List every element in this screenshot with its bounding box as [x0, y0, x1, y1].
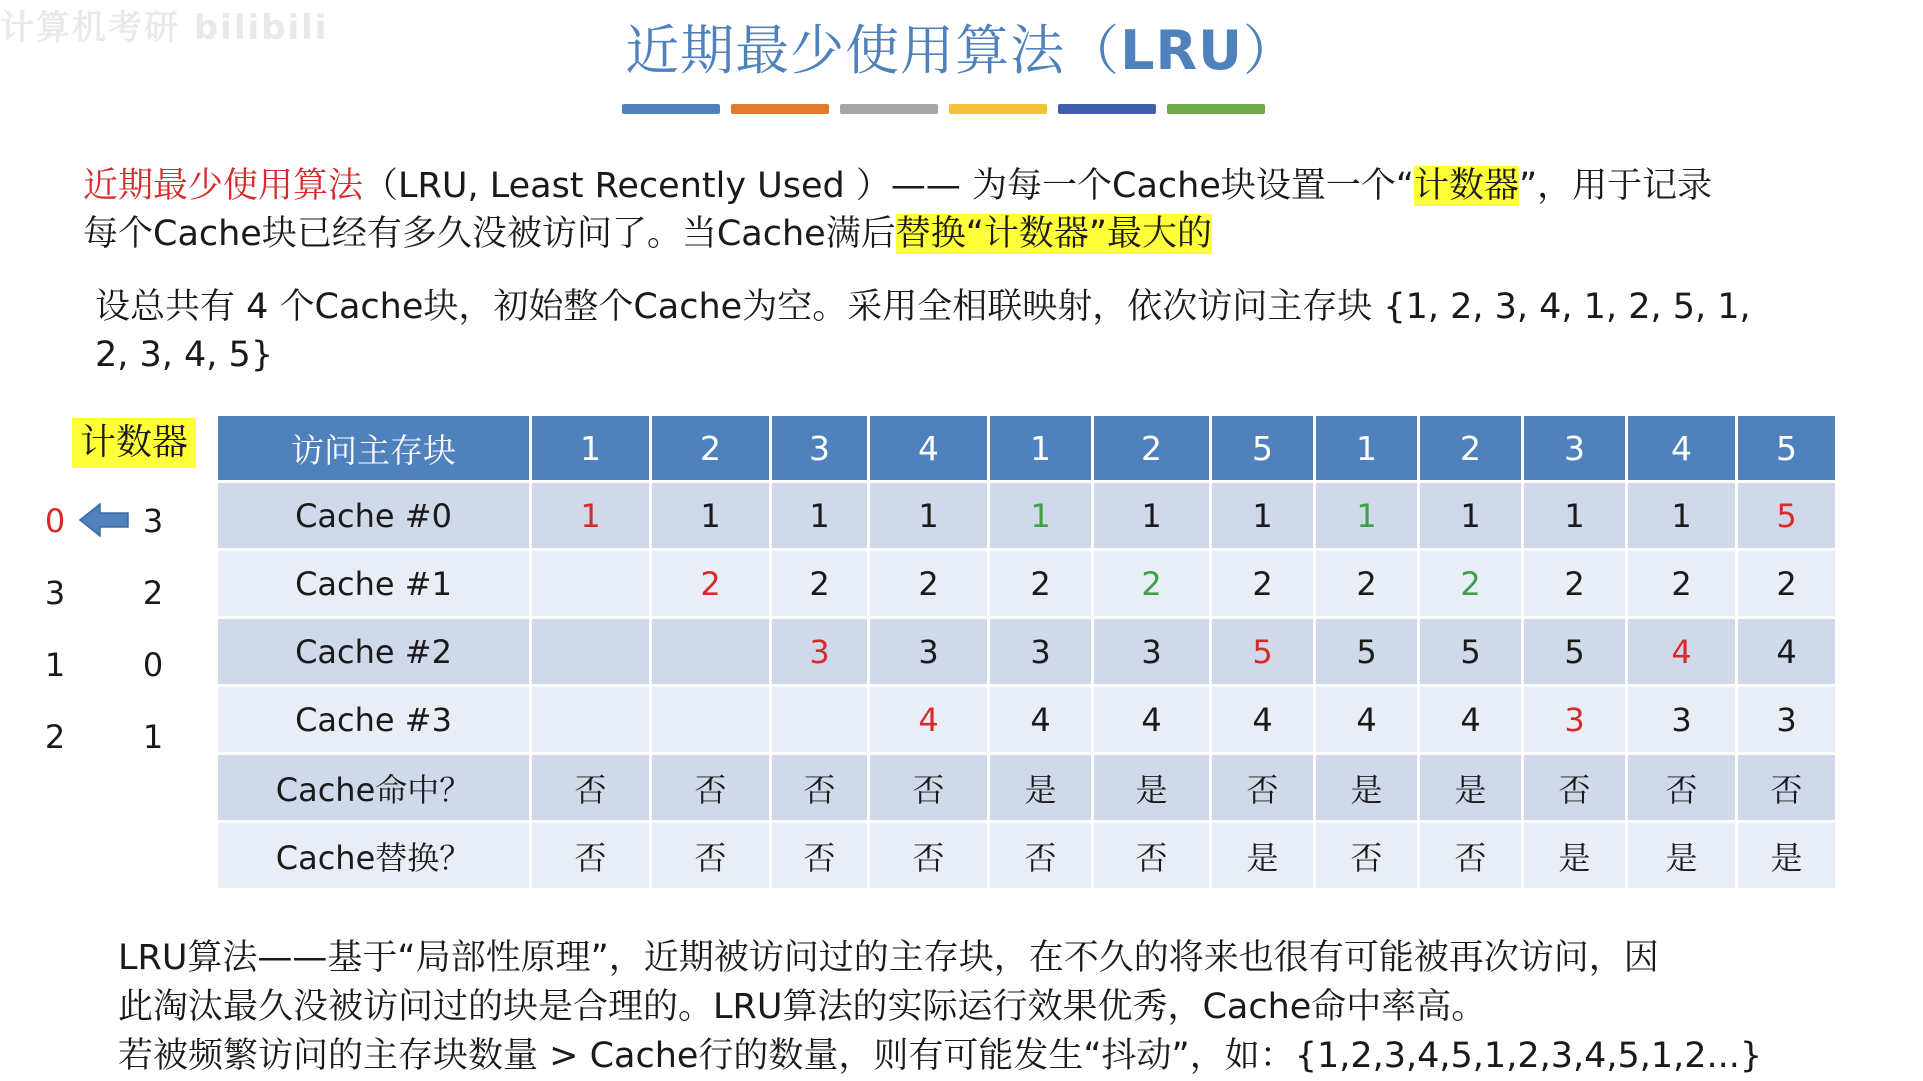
access-block-header: 1 — [989, 415, 1093, 482]
table-cell: 3 — [1093, 618, 1211, 686]
table-cell: 4 — [1093, 686, 1211, 754]
counter-right-1: 2 — [142, 574, 164, 612]
table-cell: 是 — [1419, 754, 1523, 822]
title-underline-bars — [622, 104, 1265, 114]
table-cell: 2 — [1211, 550, 1315, 618]
table-cell: 是 — [1737, 822, 1837, 890]
replace-highlight: 替换“计数器”最大的 — [895, 214, 1212, 254]
table-cell: 3 — [1737, 686, 1837, 754]
table-cell: 否 — [1419, 822, 1523, 890]
color-bar — [731, 104, 829, 114]
table-cell: 3 — [1627, 686, 1737, 754]
access-block-header: 3 — [771, 415, 869, 482]
summary-line-1: LRU算法——基于“局部性原理”，近期被访问过的主存块，在不久的将来也很有可能被再次访问，因 — [118, 938, 1659, 978]
row-label: Cache #1 — [217, 550, 531, 618]
access-block-header: 2 — [1093, 415, 1211, 482]
definition-text-1: （LRU, Least Recently Used ）—— 为每一个Cache块设置一个“ — [363, 166, 1415, 206]
table-cell: 否 — [1627, 754, 1737, 822]
counter-left-1: 3 — [44, 574, 66, 612]
row-label: Cache #3 — [217, 686, 531, 754]
table-cell: 1 — [989, 482, 1093, 550]
access-block-header: 4 — [869, 415, 989, 482]
table-cell — [651, 686, 771, 754]
table-cell: 3 — [989, 618, 1093, 686]
table-cell: 否 — [869, 822, 989, 890]
row-label: Cache替换？ — [217, 822, 531, 890]
table-cell: 2 — [1737, 550, 1837, 618]
table-cell: 5 — [1211, 618, 1315, 686]
counter-left-0: 0 — [44, 502, 66, 540]
table-cell: 否 — [869, 754, 989, 822]
table-row — [217, 550, 1837, 618]
table-row — [217, 482, 1837, 550]
table-cell: 否 — [1523, 754, 1627, 822]
color-bar — [1167, 104, 1265, 114]
table-row — [217, 754, 1837, 822]
table-cell: 2 — [1523, 550, 1627, 618]
table-cell: 1 — [869, 482, 989, 550]
table-cell: 否 — [1315, 822, 1419, 890]
table-cell: 1 — [771, 482, 869, 550]
table-row — [217, 686, 1837, 754]
table-cell: 1 — [531, 482, 651, 550]
table-cell: 5 — [1523, 618, 1627, 686]
table-cell — [771, 686, 869, 754]
color-bar — [840, 104, 938, 114]
access-block-header: 3 — [1523, 415, 1627, 482]
summary-line-3: 若被频繁访问的主存块数量 > Cache行的数量，则有可能发生“抖动”，如：{1,2,3,4,5,1,2,3,4,5,1,2...} — [118, 1036, 1763, 1076]
table-cell: 否 — [771, 754, 869, 822]
table-cell — [531, 686, 651, 754]
title-end: ） — [1242, 19, 1298, 82]
counter-label: 计数器 — [72, 418, 196, 468]
summary-paragraph — [118, 934, 1762, 1081]
access-block-header: 5 — [1211, 415, 1315, 482]
table-cell: 是 — [1093, 754, 1211, 822]
lru-table — [215, 413, 1838, 891]
row-label: Cache命中？ — [217, 754, 531, 822]
table-cell: 2 — [651, 550, 771, 618]
table-cell — [531, 618, 651, 686]
table-cell: 否 — [771, 822, 869, 890]
table-cell: 2 — [1627, 550, 1737, 618]
table-cell: 4 — [1315, 686, 1419, 754]
table-cell: 5 — [1737, 482, 1837, 550]
table-cell: 否 — [1737, 754, 1837, 822]
table-cell: 1 — [1419, 482, 1523, 550]
table-cell: 是 — [1523, 822, 1627, 890]
table-header-row — [217, 415, 1837, 482]
row-label: Cache #0 — [217, 482, 531, 550]
table-cell: 否 — [651, 822, 771, 890]
table-cell: 是 — [1211, 822, 1315, 890]
table-cell: 2 — [1419, 550, 1523, 618]
table-cell: 4 — [869, 686, 989, 754]
table-cell: 否 — [651, 754, 771, 822]
definition-line-2 — [83, 210, 1712, 258]
table-cell: 2 — [989, 550, 1093, 618]
table-cell: 否 — [531, 822, 651, 890]
setup-line-1: 设总共有 4 个Cache块，初始整个Cache为空。采用全相联映射，依次访问主存块 {1, 2, 3, 4, 1, 2, 5, 1, — [95, 287, 1751, 327]
table-cell: 5 — [1315, 618, 1419, 686]
counter-right-3: 1 — [142, 718, 164, 756]
watermark: 计算机考研 bilibili — [0, 8, 329, 48]
table-cell: 是 — [1627, 822, 1737, 890]
table-cell: 2 — [869, 550, 989, 618]
access-block-header: 1 — [531, 415, 651, 482]
definition-text-3: 每个Cache块已经有多久没被访问了。当Cache满后 — [83, 214, 896, 254]
access-block-header: 5 — [1737, 415, 1837, 482]
counter-right-2: 0 — [142, 646, 164, 684]
header-label: 访问主存块 — [217, 415, 531, 482]
color-bar — [622, 104, 720, 114]
row-label: Cache #2 — [217, 618, 531, 686]
title-cn: 近期最少使用算法（ — [625, 19, 1121, 82]
color-bar — [949, 104, 1047, 114]
summary-line-2: 此淘汰最久没被访问过的块是合理的。LRU算法的实际运行效果优秀，Cache命中率高。 — [118, 987, 1487, 1027]
table-cell: 2 — [1093, 550, 1211, 618]
page-title — [0, 8, 1923, 85]
table-cell: 5 — [1419, 618, 1523, 686]
table-cell — [651, 618, 771, 686]
table-cell: 2 — [1315, 550, 1419, 618]
table-cell — [531, 550, 651, 618]
color-bar — [1058, 104, 1156, 114]
table-cell: 是 — [989, 754, 1093, 822]
access-block-header: 2 — [1419, 415, 1523, 482]
table-cell: 1 — [1627, 482, 1737, 550]
title-latin: LRU — [1120, 19, 1243, 82]
table-cell: 1 — [1523, 482, 1627, 550]
table-cell: 1 — [1211, 482, 1315, 550]
table-cell: 1 — [1093, 482, 1211, 550]
table-cell: 4 — [1737, 618, 1837, 686]
access-block-header: 1 — [1315, 415, 1419, 482]
counter-left-2: 1 — [44, 646, 66, 684]
table-cell: 否 — [989, 822, 1093, 890]
counter-left-3: 2 — [44, 718, 66, 756]
definition-text-2: ”，用于记录 — [1519, 166, 1713, 206]
table-cell: 1 — [1315, 482, 1419, 550]
setup-paragraph — [95, 283, 1751, 379]
table-row — [217, 822, 1837, 890]
access-block-header: 2 — [651, 415, 771, 482]
table-cell: 4 — [1419, 686, 1523, 754]
table-cell: 3 — [1523, 686, 1627, 754]
table-cell: 4 — [1627, 618, 1737, 686]
table-cell: 3 — [771, 618, 869, 686]
table-cell: 否 — [1211, 754, 1315, 822]
access-block-header: 4 — [1627, 415, 1737, 482]
definition-paragraph — [83, 162, 1712, 258]
table-cell: 否 — [1093, 822, 1211, 890]
counter-highlight: 计数器 — [1414, 166, 1520, 206]
table-cell: 4 — [989, 686, 1093, 754]
table-cell: 2 — [771, 550, 869, 618]
lru-term: 近期最少使用算法 — [83, 166, 364, 206]
table-cell: 是 — [1315, 754, 1419, 822]
setup-line-2: 2, 3, 4, 5} — [95, 335, 274, 375]
table-cell: 否 — [531, 754, 651, 822]
definition-line-1 — [83, 162, 1712, 210]
table-cell: 3 — [869, 618, 989, 686]
arrow-left-icon — [78, 500, 130, 540]
table-cell: 4 — [1211, 686, 1315, 754]
table-cell: 1 — [651, 482, 771, 550]
counter-right-0: 3 — [142, 502, 164, 540]
table-row — [217, 618, 1837, 686]
